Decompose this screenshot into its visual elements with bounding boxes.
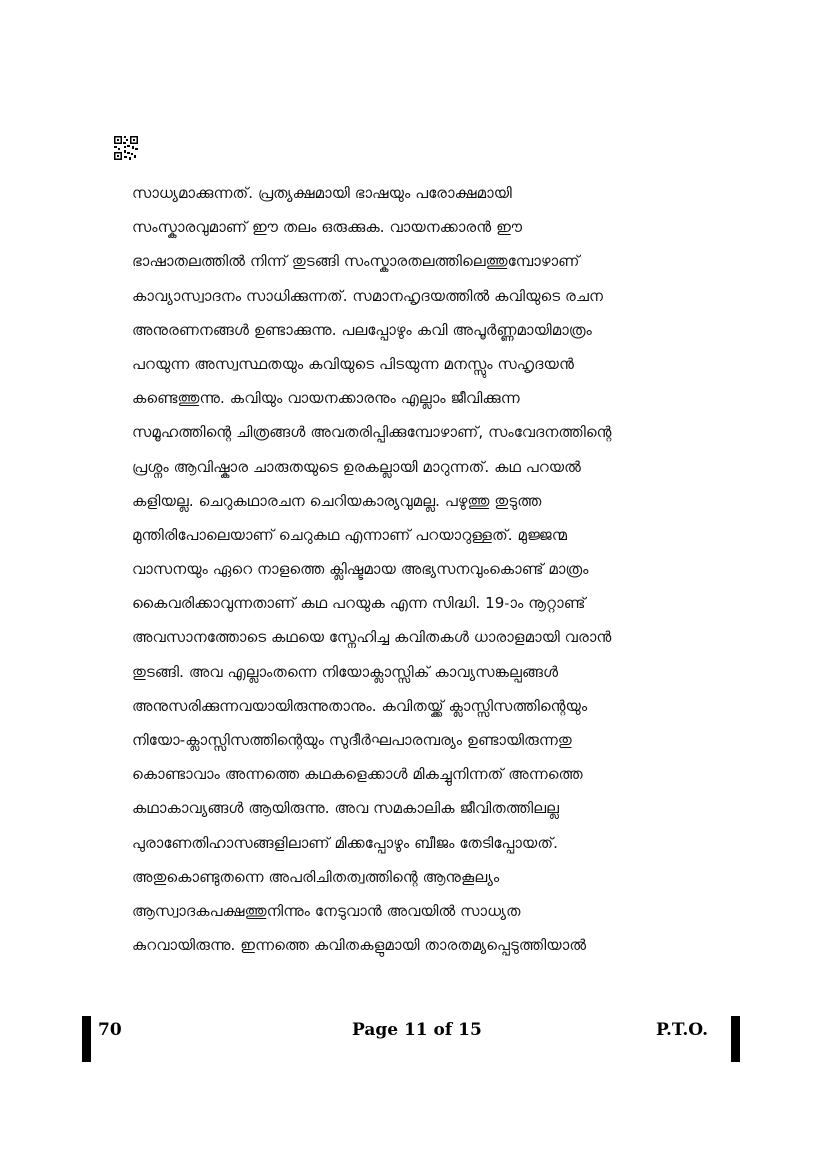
pto-label: P.T.O. <box>656 1020 708 1040</box>
text-line: സാധ്യമാക്കുന്നത്. പ്രത്യക്ഷമായി ഭാഷയും പരോക്ഷമായി <box>132 184 512 202</box>
text-line: പുരാണേതിഹാസങ്ങളിലാണ് മിക്കപ്പോഴും ബീജം തേടിപ്പോയത്. <box>132 833 558 852</box>
text-line: തുടങ്ങി. അവ എല്ലാംതന്നെ നിയോക്ലാസ്സിക് കാവ്യസങ്കല്പങ്ങൾ <box>132 662 559 681</box>
text-line: നിയോ-ക്ലാസ്സിസത്തിന്റെയും സുദീർഘപാരമ്പര്യം ഉണ്ടായിരുന്നതു <box>132 731 572 749</box>
text-line: കളിയല്ല. ചെറുകഥാരചന ചെറിയകാര്യവുമല്ല. പഴുത്തു തുടുത്ത <box>132 491 542 510</box>
text-line: കണ്ടെത്തുന്നു. കവിയും വായനക്കാരനും എല്ലാം ജീവിക്കുന്ന <box>132 389 520 408</box>
text-line: കാവ്യാസ്വാദനം സാധിക്കുന്നത്. സമാനഹൃദയത്തിൽ കവിയുടെ രചന <box>132 286 603 305</box>
page-counter: Page 11 of 15 <box>352 1020 482 1040</box>
text-line: കഥാകാവ്യങ്ങൾ ആയിരുന്നു. അവ സമകാലിക ജീവിതത്തിലല്ല <box>132 799 560 818</box>
text-line: അതുകൊണ്ടുതന്നെ അപരിചിതത്വത്തിന്റെ ആനുകൂല്യം <box>132 867 500 886</box>
text-line: പറയുന്ന അസ്വസ്ഥതയും കവിയുടെ പിടയുന്ന മനസ്സും സഹൃദയൻ <box>132 354 574 373</box>
text-line: പ്രശ്നം ആവിഷ്കാര ചാരുതയുടെ ഉരകല്ലായി മാറുന്നത്. കഥ പറയൽ <box>132 457 581 476</box>
text-line: അനുസരിക്കുന്നവയായിരുന്നുതാനും. കവിതയ്ക്ക് ക്ലാസ്സിസത്തിന്റെയും <box>132 696 588 715</box>
text-line: കൈവരിക്കാവുന്നതാണ് കഥ പറയുക എന്ന സിദ്ധി. 19-ാം നൂറ്റാണ്ട് <box>132 594 586 613</box>
page-code: 70 <box>98 1020 122 1040</box>
text-line: ആസ്വാദകപക്ഷത്തുനിന്നും നേടുവാൻ അവയിൽ സാധ്യത <box>132 901 521 920</box>
qr-code-icon <box>114 136 138 160</box>
text-line: മുന്തിരിപോലെയാണ് ചെറുകഥ എന്നാണ് പറയാറുള്ളത്. മുജ്ജന്മ <box>132 525 568 544</box>
text-line: കൊണ്ടാവാം അന്നത്തെ കഥകളെക്കാൾ മികച്ചുനിന്നത് അന്നത്തെ <box>132 765 583 784</box>
footer-right-bar <box>731 1016 740 1062</box>
text-line: കുറവായിരുന്നു. ഇന്നത്തെ കവിതകളുമായി താരതമ്യപ്പെടുത്തിയാൽ <box>132 936 587 955</box>
text-line: അനുരണനങ്ങൾ ഉണ്ടാക്കുന്നു. പലപ്പോഴും കവി അപൂർണ്ണമായിമാത്രം <box>132 320 592 339</box>
text-line: സംസ്കാരവുമാണ് ഈ തലം ഒരുക്കുക. വായനക്കാരൻ ഈ <box>132 218 523 237</box>
text-line: സമൂഹത്തിന്റെ ചിത്രങ്ങൾ അവതരിപ്പിക്കുമ്പോഴാണ്, സംവേദനത്തിന്റെ <box>132 423 612 442</box>
body-text <box>132 176 722 962</box>
text-line: അവസാനത്തോടെ കഥയെ സ്നേഹിച്ച കവിതകൾ ധാരാളമായി വരാൻ <box>132 628 612 647</box>
footer-left-bar <box>82 1016 91 1062</box>
text-line: വാസനയും ഏറെ നാളത്തെ ക്ലിഷ്ടമായ അഭ്യസനവുംകൊണ്ട് മാത്രം <box>132 560 589 579</box>
text-line: ഭാഷാതലത്തിൽ നിന്ന് തുടങ്ങി സംസ്കാരതലത്തിലെത്തുമ്പോഴാണ് <box>132 252 580 271</box>
